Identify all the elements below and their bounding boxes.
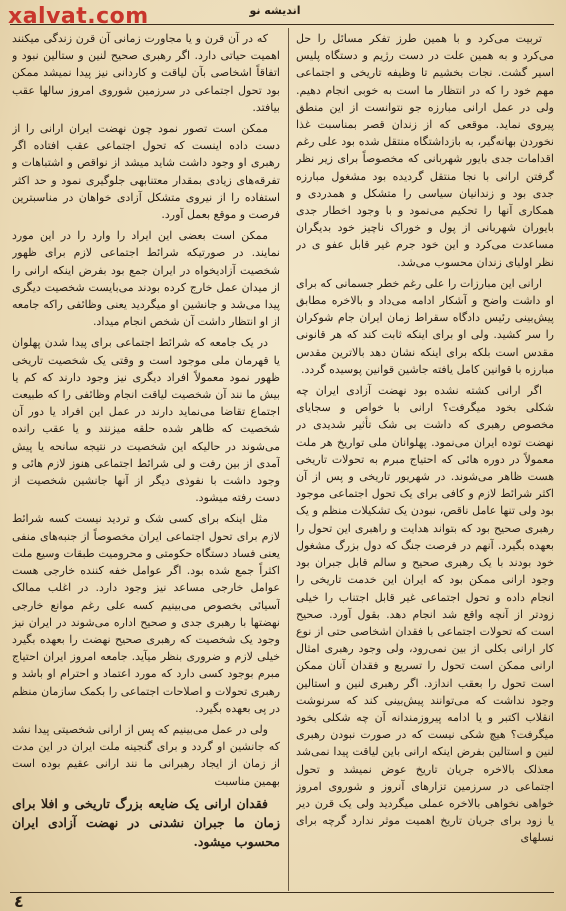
site-watermark: xalvat.com <box>8 4 149 29</box>
paragraph: ولی در عمل می‌بینیم که پس از ارانی شخصیتی پیدا نشد که جانشین او گردد و برای گنجینه ملت ایران در این مدت از زمان از ایجاد رهبرانی ما نند ارانی عقیم بوده است بهمین مناسبت <box>12 722 280 788</box>
paragraph: که در آن قرن و یا مجاورت زمانی آن قرن زندگی میکنند اهمیت حیاتی دارد. اگر رهبری صحیح لنین و ستالین نبود و اتفاقاً اشخاصی بآن لیاقت و کاردانی نیز پیدا نمیشد ممکن بود تحول اجتماعی در سرزمین شوروی امروز سالها عقب بیافتد. <box>12 32 280 114</box>
header-rule <box>10 24 554 25</box>
emphasized-paragraph: فقدان ارانی یک ضایعه بزرگ تاریخی و افلا برای زمان ما جبران نشدنی در نهضت آزادی ایران محسوب میشود. <box>12 795 280 849</box>
paragraph: ممکن است بعضی این ایراد را وارد را در این مورد نمایند. در صورتیکه شرائط اجتماعی لازم برای ظهور شخصیت آزادیخواه در ایران جمع بود بفرض اینکه ارانی را از میدان عمل خارج کرده بودند می‌بایست شخصیت دیگری پیدا می‌شد و جانشین او میگردید یعنی وظائفی راکه جامعه از او انتظار داشت آن شخص انجام میداد. <box>12 229 280 329</box>
page-number: ٤ <box>14 892 24 911</box>
column-divider <box>288 28 289 891</box>
paragraph: تربیت می‌کرد و با همین طرز تفکر مسائل را حل می‌کرد و به همین علت در دست رژیم و دستگاه پلیس اسیر گشت. نجات بخشیم تا وظیفه تاریخی و اجتماعی مهم خود را که در انتظار ما است به خوبی انجام دهیم. ولی در عمل ارانی مبارزه جو نتوانست از این منطق پیروی نماید. موقعی که از زندان قصر بمناسبت غذا نخوردن بهانه‌گیر، به بازداشتگاه منتقل شده بود علی رغم اقدامات جدی بایور شهربانی که مخصوصاً برای زیر نظر گرفتن ارانی با نجا منتقل گردیده بود مشغول مبارزه جدی بود و زندانیان سیاسی را متشکل و همدردی و همکاری آنها را تحکیم می‌نمود و با وجود اخطار جدی بایوران شهربانی از پول و خوراک ناچیز خود بدیگران مساعدت می‌کرد و این خود جرم غیر قابل عفو ی در نظر اولیای زندان محسوب می‌شد. <box>296 32 554 269</box>
running-header: اندیشه نو <box>249 4 301 17</box>
paragraph: ممکن است تصور نمود چون نهضت ایران ارانی را از دست داده اینست که تحول اجتماعی عقب افتاده اگر رهبری او وجود داشت شاید میشد از نواقص و اشتباهات و تفرقه‌های زیادی بمقدار معتنابهی جلوگیری نمود و حد اکثر استفاده را از نیروی متشکل آزادی خواهان در مناسبترین فرصت و موقع بعمل آورد. <box>12 122 280 222</box>
left-column <box>12 30 280 889</box>
right-column <box>296 30 554 889</box>
paragraph: اگر ارانی کشته نشده بود نهضت آزادی ایران چه شکلی بخود میگرفت؟ ارانی با خواص و سجایای مخصوص رهبری که داشت بی شک تأثیر شدیدی در نهضت توده ایران می‌نمود. پهلوانان ملی تواریخ هر ملت معمولاً در دوره هائی که احتیاج مبرم به تحولات تاریخی هست ظاهر می‌شوند. در شهریور تاریخی و پس از آن اکثر شرائط لازم و کافی برای یک تحول اجتماعی موجود بود ولی تنها عامل ناقص، نبودن یک تشکیلات منظم و یک رهبری صحیح بود که بتواند هدایت و راهبری این تحول را بعهده بگیرد. آنهم در فرصت جنگ که دول بزرگ مشغول خود بودند با یک رهبری صحیح و سالم قابل جبران بود وجود ارانی ممکن بود که ایران این خدمت تاریخی را انجام داده و تحول اجتماعی غیر قابل اجتناب را خیلی زودتر از آنچه واقع شد انجام دهد. بقول آورد. صحیح است که تحولات اجتماعی با فقدان اشخاصی حتی از نوع کار ارانی بکلی از بین نمی‌رود، ولی وجود رهبری امثال ارانی ممکن است تحول را تسریع و فقدان آنان ممکن است تحول را بعقب اندازد. اگر رهبری لنین و استالین وجود نداشت که می‌توانند پیش‌بینی کند که سرنوشت انقلاب اکتبر و یا ادامه پیروزمندانه آن چه شکلی بخود میگرفت؟ هیچ شکی نیست که در صورت نبودن رهبری لنین و استالین بفرض اینکه ارانی باین لیاقت پیدا نمی‌شد معذلک بالاخره جریان تاریخ عوض نمیشد و تحول اجتماعی در سرزمین تزارهای آنروز و شوروی امروز خواهی نخواهی بالاخره عملی میگردید ولی یک قرن دیر یا زود برای جریان تاریخ اهمیت موثر ندارد گرچه برای نسلهای <box>296 384 554 845</box>
footer-rule <box>10 892 554 893</box>
paragraph: مثل اینکه برای کسی شک و تردید نیست کسه شرائط لازم برای تحول اجتماعی ایران مخصوصاً از جنبه‌های منفی یعنی فساد دستگاه حکومتی و محرومیت طبقات وسیع ملت اکثراً جمع شده بود. اگر عوامل خفه کننده خارجی هست عوامل خارجی مساعد نیز وجود دارد. در اغلب ممالک آسیائی بخصوص می‌بینیم کسه علی رغم موانع خارجی نهضتها با رهبری جدی و صحیح اداره می‌شوند در ایران نیز وجود یک شخصیت که رهبری صحیح نهضت را بعهده بگیرد خیلی لازم و ضروری بنظر میآید. جامعه امروز ایران احتیاج مبرم بوجود کسی دارد که مورد اعتماد و احترام او باشد و رهبری تحولات و اصلاحات اجتماعی را بکمک سازمان منظم در پی بعهده بگیرد. <box>12 512 280 715</box>
paragraph: ارانی این مبارزات را علی رغم خطر جسمانی که برای او داشت واضح و آشکار ادامه می‌داد و بالاخره مطابق پیش‌بینی رئیس دادگاه سقراط زمان ایران جام شوکران را سر کشید. ولی او برای اینکه ثابت کند که هر قانونی مقدس است بلکه برای اینکه نشان دهد بالاترین مقدس مبارزه با قوانین کامل یافته جاشین قوانین پوسیده گردد. <box>296 276 554 376</box>
paragraph: در یک جامعه که شرائط اجتماعی برای پیدا شدن پهلوان یا قهرمان ملی موجود است و وقتی یک شخصیت تاریخی ظهور نمود معمولاً افراد دیگری نیز وجود دارند که کم یا بیش ما نند آن شخصیت لیاقت انجام وظائفی را که طبیعت اجتماع تقاضا می‌نماید دارند در عمل این افراد یا دور آن شخصیت که ظاهر شده حلقه میزنند و یا عقب رانده می‌شوند در حالیکه این شخصیت در نتیجه سانحه یا پیش آمدی از بین رفت و لی شرائط اجتماعی هنوز لازم هائی و وجود داشت با نفوذی دیگر از آنها جانشین شخصیت از دست رفته میشود. <box>12 336 280 505</box>
